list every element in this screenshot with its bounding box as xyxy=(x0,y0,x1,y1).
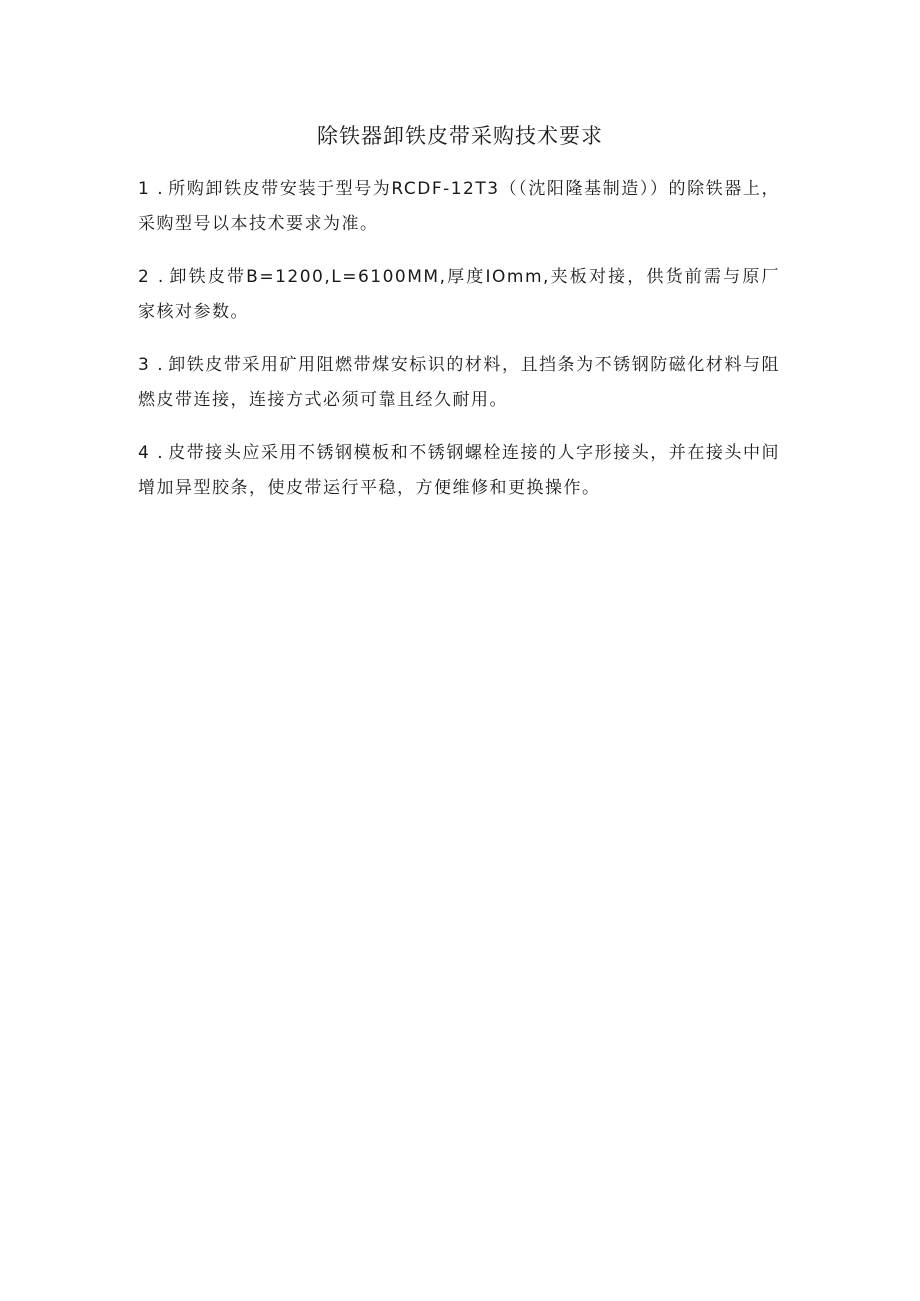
clause-3 xyxy=(138,348,780,418)
clause-number: 2 . xyxy=(138,267,165,287)
clause-number: 3 . xyxy=(138,355,165,375)
clause-text: 卸铁皮带B=1200,L=6100MM,厚度IOmm,夹板对接，供货前需与原厂家核对参数。 xyxy=(138,267,781,322)
clause-text: 皮带接头应采用不锈钢模板和不锈钢螺栓连接的人字形接头，并在接头中间增加异型胶条，使皮带运行平稳，方便维修和更换操作。 xyxy=(138,443,781,498)
document-title: 除铁器卸铁皮带采购技术要求 xyxy=(317,124,603,148)
clause-4 xyxy=(138,436,780,506)
clause-number: 4 . xyxy=(138,443,165,463)
clause-1 xyxy=(138,172,780,242)
clause-text: 卸铁皮带采用矿用阻燃带煤安标识的材料，且挡条为不锈钢防磁化材料与阻燃皮带连接，连接方式必须可靠且经久耐用。 xyxy=(138,355,781,410)
clause-list xyxy=(138,172,780,524)
clause-2 xyxy=(138,260,780,330)
clause-text: 所购卸铁皮带安装于型号为RCDF-12T3（（沈阳隆基制造））的除铁器上，采购型号以本技术要求为准。 xyxy=(138,179,781,234)
clause-number: 1 . xyxy=(138,179,165,199)
